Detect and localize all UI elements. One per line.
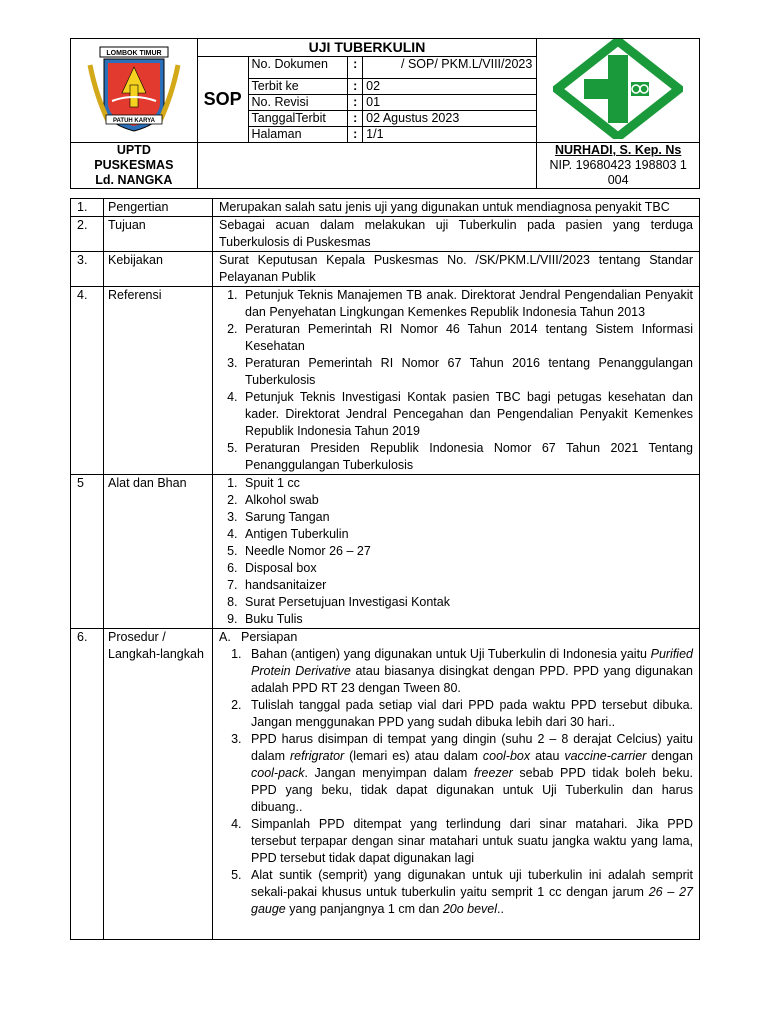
row-label: Tujuan bbox=[104, 217, 213, 252]
row-label: Alat dan Bhan bbox=[104, 475, 213, 629]
list-item: 2. Alkohol swab bbox=[241, 492, 693, 509]
step-italic-text: 26 – 27 gauge bbox=[251, 885, 693, 916]
unit-line2: PUSKESMAS bbox=[94, 158, 174, 172]
prosedur-label-line1: Prosedur / bbox=[108, 630, 166, 644]
step-text: Bahan (antigen) yang digunakan untuk Uji Tuberkulin di Indonesia yaitu bbox=[251, 647, 651, 661]
step-text: atau biasanya disingkat dengan PPD. PPD yang digunakan adalah PPD RT 23 dengan Tween 80. bbox=[251, 664, 694, 695]
step-text: . Jangan menyimpan dalam bbox=[304, 766, 474, 780]
list-item: 3. Sarung Tangan bbox=[241, 509, 693, 526]
step-text: Alat suntik (semprit) yang digunakan untuk uji tuberkulin ini adalah semprit sekali-pakai khusus untuk tuberkulin yaitu semprit 1 cc dengan jarum bbox=[251, 868, 693, 899]
meta-colon: : bbox=[348, 111, 363, 127]
meta-colon: : bbox=[348, 79, 363, 95]
blank-cell bbox=[197, 143, 537, 189]
list-item: 5. Peraturan Presiden Republik Indonesia Nomor 67 Tahun 2021 Tentang Penanggulangan Tuberkulosis bbox=[241, 440, 693, 474]
head-name: NURHADI, S. Kep. Ns bbox=[554, 143, 682, 157]
unit-name bbox=[71, 143, 198, 189]
row-label bbox=[104, 629, 213, 940]
alat-list bbox=[219, 475, 693, 628]
row-tujuan bbox=[71, 217, 700, 252]
head-nip: NIP. 19680423 198803 1 004 bbox=[549, 158, 687, 187]
row-kebijakan bbox=[71, 252, 700, 287]
prosedur-label-line2: Langkah-langkah bbox=[108, 647, 204, 661]
step-text: .. bbox=[497, 902, 504, 916]
list-item: 3. Peraturan Pemerintah RI Nomor 67 Tahun 2016 tentang Penanggulangan Tuberkulosis bbox=[241, 355, 693, 389]
row-label: Referensi bbox=[104, 287, 213, 475]
meta-value-dokumen: / SOP/ PKM.L/VIII/2023 bbox=[363, 57, 537, 79]
step-italic-text: refrigrator bbox=[290, 749, 345, 763]
sop-content-table bbox=[70, 198, 700, 940]
pengertian-text: Merupakan salah satu jenis uji yang digunakan untuk mendiagnosa penyakit TBC bbox=[213, 199, 700, 217]
row-label: Kebijakan bbox=[104, 252, 213, 287]
row-pengertian bbox=[71, 199, 700, 217]
step-italic-text: cool-box bbox=[482, 749, 531, 763]
list-item: 5. Needle Nomor 26 – 27 bbox=[241, 543, 693, 560]
meta-colon: : bbox=[348, 95, 363, 111]
meta-value-terbit: 02 bbox=[363, 79, 537, 95]
step-text: yang panjangnya 1 cm dan bbox=[285, 902, 443, 916]
list-item: 2. Tulislah tanggal pada setiap vial dari PPD pada waktu PPD tersebut dibuka. Jangan menggunakan PPD yang sudah dibuka lebih dari 30 hari.. bbox=[245, 697, 693, 731]
section-title: Persiapan bbox=[241, 630, 298, 644]
list-item: 4. Simpanlah PPD ditempat yang terlindung dari sinar matahari. Jika PPD tersebut terpapar dengan sinar matahari untuk suatu jangka waktu yang lama, PPD tersebut tidak dapat digunakan lagi bbox=[245, 816, 693, 867]
list-item: 1. Spuit 1 cc bbox=[241, 475, 693, 492]
persiapan-list bbox=[225, 646, 693, 918]
step-italic-text: freezer bbox=[473, 766, 513, 780]
list-item: 6. Disposal box bbox=[241, 560, 693, 577]
meta-label-terbit: Terbit ke bbox=[248, 79, 348, 95]
step-text: sebab PPD tidak boleh beku. PPD yang beku, tidak dapat digunakan untuk Uji Tuberkulin dan harus dibuang.. bbox=[251, 766, 693, 814]
row-prosedur bbox=[71, 629, 700, 940]
row-number: 2. bbox=[71, 217, 104, 252]
row-referensi bbox=[71, 287, 700, 475]
list-item bbox=[245, 867, 693, 918]
step-italic-text: cool-pack bbox=[251, 766, 305, 780]
logo-top-text: LOMBOK TIMUR bbox=[106, 50, 162, 57]
step-italic-text: Purified Protein Derivative bbox=[251, 647, 693, 678]
list-item: 9. Buku Tulis bbox=[241, 611, 693, 628]
kebijakan-text: Surat Keputusan Kepala Puskesmas No. /SK/PKM.L/VIII/2023 tentang Standar Pelayanan Publik bbox=[213, 252, 700, 287]
step-text: PPD harus disimpan di tempat yang dingin (suhu 2 – 8 derajat Celcius) yaitu dalam bbox=[251, 732, 693, 763]
unit-line3: Ld. NANGKA bbox=[95, 173, 173, 187]
list-item bbox=[245, 646, 693, 697]
meta-value-revisi: 01 bbox=[363, 95, 537, 111]
meta-label-dokumen: No. Dokumen bbox=[248, 57, 348, 79]
list-item: 8. Surat Persetujuan Investigasi Kontak bbox=[241, 594, 693, 611]
regency-logo-cell bbox=[71, 39, 198, 143]
row-number: 6. bbox=[71, 629, 104, 940]
list-item bbox=[245, 731, 693, 816]
meta-label-revisi: No. Revisi bbox=[248, 95, 348, 111]
step-italic-text: vaccine-carrier bbox=[564, 749, 647, 763]
sop-header bbox=[70, 38, 700, 189]
unit-line1: UPTD bbox=[116, 143, 151, 157]
step-text: dengan bbox=[646, 749, 693, 763]
referensi-list bbox=[219, 287, 693, 474]
section-letter: A. bbox=[219, 630, 231, 644]
list-item: 4. Antigen Tuberkulin bbox=[241, 526, 693, 543]
tujuan-text: Sebagai acuan dalam melakukan uji Tuberkulin pada pasien yang terduga Tuberkulosis di Puskesmas bbox=[213, 217, 700, 252]
section-heading bbox=[219, 629, 693, 646]
prosedur-content bbox=[213, 629, 700, 940]
meta-colon: : bbox=[348, 57, 363, 79]
meta-label-tanggal: TanggalTerbit bbox=[248, 111, 348, 127]
puskesmas-cross-logo-icon bbox=[553, 39, 683, 139]
row-label: Pengertian bbox=[104, 199, 213, 217]
row-number: 1. bbox=[71, 199, 104, 217]
head-signature-block bbox=[537, 143, 700, 189]
list-item: 2. Peraturan Pemerintah RI Nomor 46 Tahun 2014 tentang Sistem Informasi Kesehatan bbox=[241, 321, 693, 355]
alat-content bbox=[213, 475, 700, 629]
meta-label-halaman: Halaman bbox=[248, 127, 348, 143]
step-text: (lemari es) atau dalam bbox=[344, 749, 483, 763]
list-item: 1. Petunjuk Teknis Manajemen TB anak. Direktorat Jendral Pengendalian Penyakit dan Penyehatan Lingkungan Kemenkes Republik Indonesia Tahun 2013 bbox=[241, 287, 693, 321]
document-title: UJI TUBERKULIN bbox=[197, 39, 537, 57]
puskesmas-logo-cell bbox=[537, 39, 700, 143]
sop-label: SOP bbox=[197, 57, 248, 143]
row-alat bbox=[71, 475, 700, 629]
lombok-timur-emblem-icon bbox=[86, 45, 182, 133]
step-text: atau bbox=[530, 749, 565, 763]
row-number: 5 bbox=[71, 475, 104, 629]
referensi-content bbox=[213, 287, 700, 475]
meta-value-halaman: 1/1 bbox=[363, 127, 537, 143]
row-number: 4. bbox=[71, 287, 104, 475]
logo-bottom-text: PATUH KARYA bbox=[112, 118, 155, 124]
meta-value-tanggal: 02 Agustus 2023 bbox=[363, 111, 537, 127]
list-item: 7. handsanitaizer bbox=[241, 577, 693, 594]
step-italic-text: 20o bevel bbox=[442, 902, 498, 916]
meta-colon: : bbox=[348, 127, 363, 143]
list-item: 4. Petunjuk Teknis Investigasi Kontak pasien TBC bagi petugas kesehatan dan kader. Direktorat Jendral Pencegahan dan Pengendalian Penyakit Kemenkes Republik Indonesia Tahun 2019 bbox=[241, 389, 693, 440]
row-number: 3. bbox=[71, 252, 104, 287]
